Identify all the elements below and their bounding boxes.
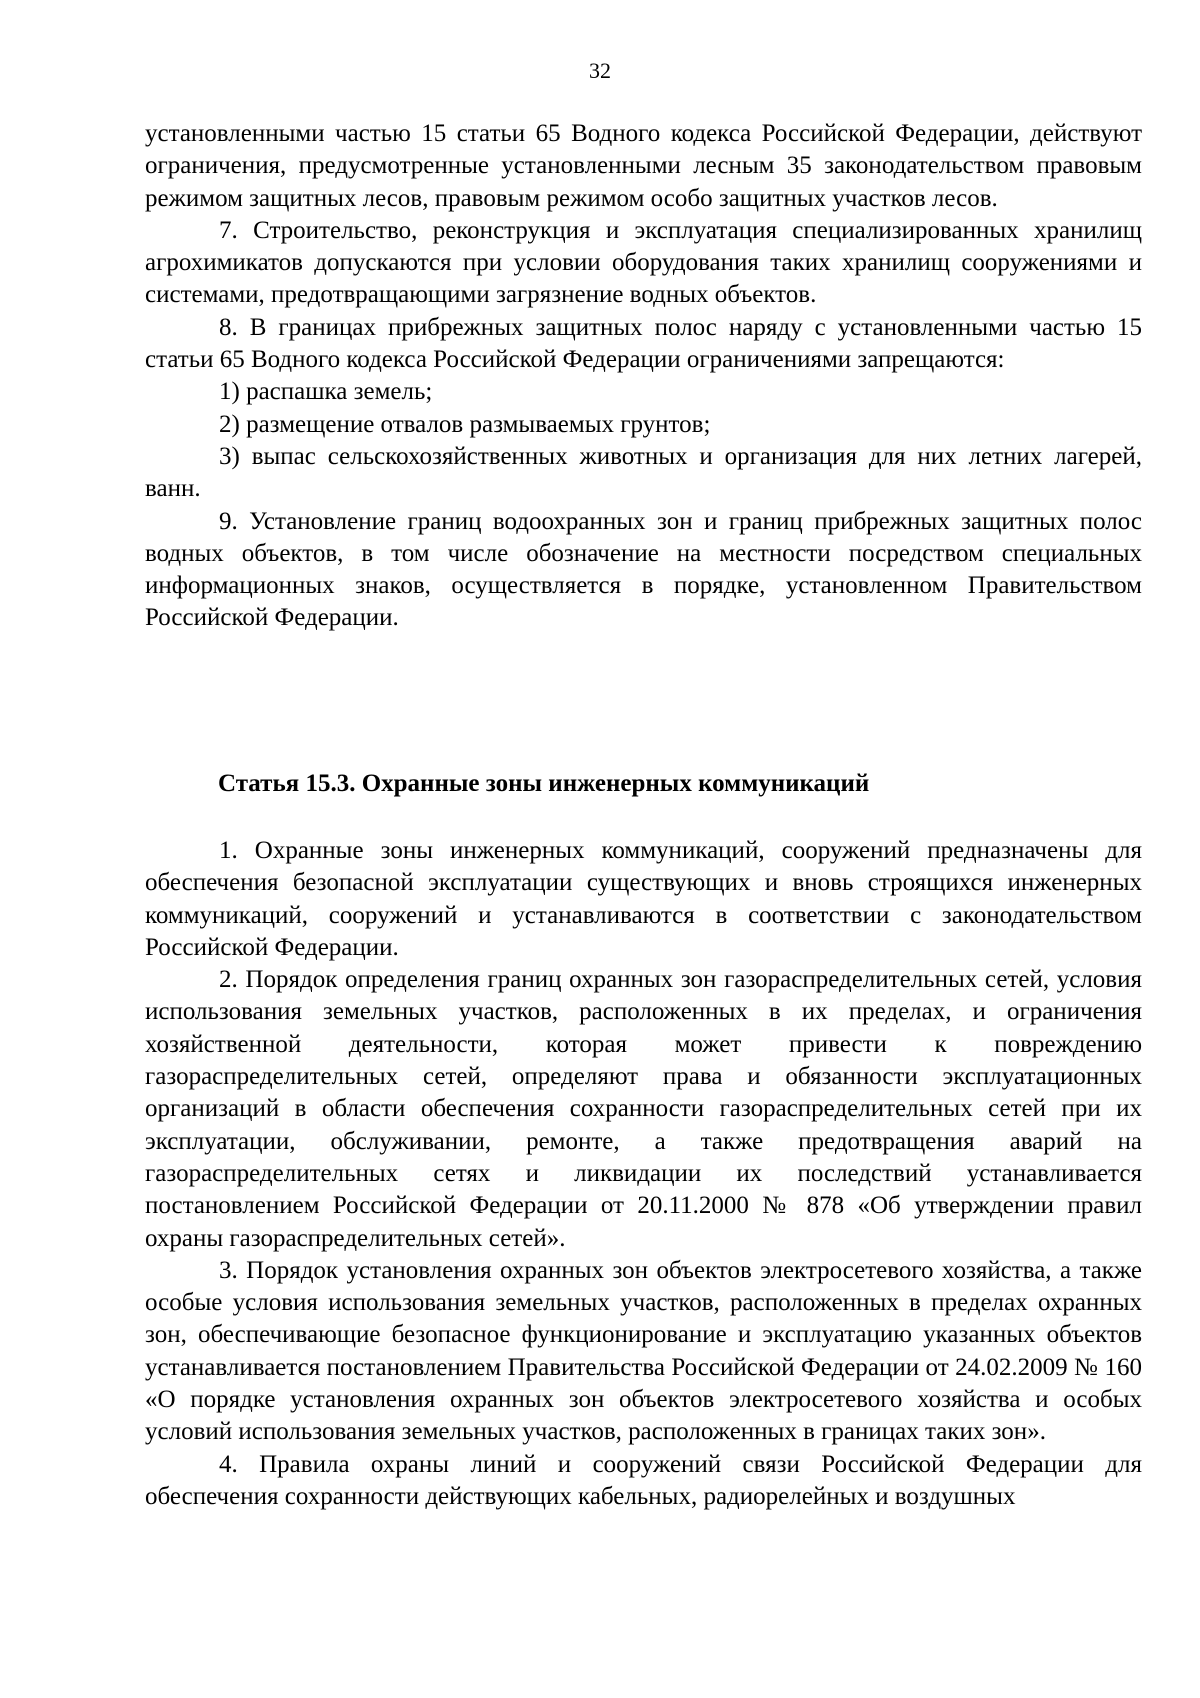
article-paragraph-2: 2. Порядок определения границ охранных зон газораспределительных сетей, условия использования земельных участков, расположенных в их пределах, и ограничения хозяйственной деятельности, которая может привести к повреждению газораспределительных сетей, определяют права и обязанности эксплуатационных организаций в области обеспечения сохранности газораспределительных сетей при их эксплуатации, обслуживании, ремонте, а также предотвращения аварий на газораспределительных сетях и ликвидации их последствий устанавливается постановлением Российской Федерации от 20.11.2000 № 878 «Об утверждении правил охраны газораспределительных сетей». — [145, 966, 1142, 1252]
article-paragraph-4: 4. Правила охраны линий и сооружений связи Российской Федерации для обеспечения сохранности действующих кабельных, радиорелейных и воздушных — [145, 1450, 1142, 1510]
article-text-block — [145, 835, 1142, 1513]
article-paragraph-1: 1. Охранные зоны инженерных коммуникаций, сооружений предназначены для обеспечения безопасной эксплуатации существующих и вновь строящихся инженерных коммуникаций, сооружений и устанавливаются в соответствии с законодательством Российской Федерации. — [145, 837, 1142, 961]
paragraph-item-8: 8. В границах прибрежных защитных полос наряду с установленными частью 15 статьи 65 Водного кодекса Российской Федерации ограничениями запрещаются: — [145, 313, 1142, 374]
list-item-2: 2) размещение отвалов размываемых грунтов; — [219, 410, 711, 438]
article-heading: Статья 15.3. Охранные зоны инженерных коммуникаций — [218, 770, 870, 797]
top-text-block — [145, 118, 1142, 635]
paragraph-continuation: установленными частью 15 статьи 65 Водного кодекса Российской Федерации, действуют ограничения, предусмотренные установленными лесным 35 законодательством правовым режимом защитных лесов, правовым режимом особо защитных участков лесов. — [145, 120, 1142, 212]
article-paragraph-3: 3. Порядок установления охранных зон объектов электросетевого хозяйства, а также особые условия использования земельных участков, расположенных в пределах охранных зон, обеспечивающие безопасное функционирование и эксплуатацию указанных объектов устанавливается постановлением Правительства Российской Федерации от 24.02.2009 № 160 «О порядке установления охранных зон объектов электросетевого хозяйства и особых условий использования земельных участков, расположенных в границах таких зон». — [145, 1256, 1142, 1446]
page-number: 32 — [589, 58, 611, 83]
paragraph-item-7: 7. Строительство, реконструкция и эксплуатация специализированных хранилищ агрохимикатов допускаются при условии оборудования таких хранилищ сооружениями и системами, предотвращающими загрязнение водных объектов. — [145, 216, 1142, 309]
list-item-1: 1) распашка земель; — [219, 378, 433, 406]
list-item-3: 3) выпас сельскохозяйственных животных и организация для них летних лагерей, ванн. — [145, 442, 1142, 503]
paragraph-item-9: 9. Установление границ водоохранных зон и границ прибрежных защитных полос водных объектов, в том числе обозначение на местности посредством специальных информационных знаков, осуществляется в порядке, установленном Правительством Российской Федерации. — [145, 507, 1142, 632]
